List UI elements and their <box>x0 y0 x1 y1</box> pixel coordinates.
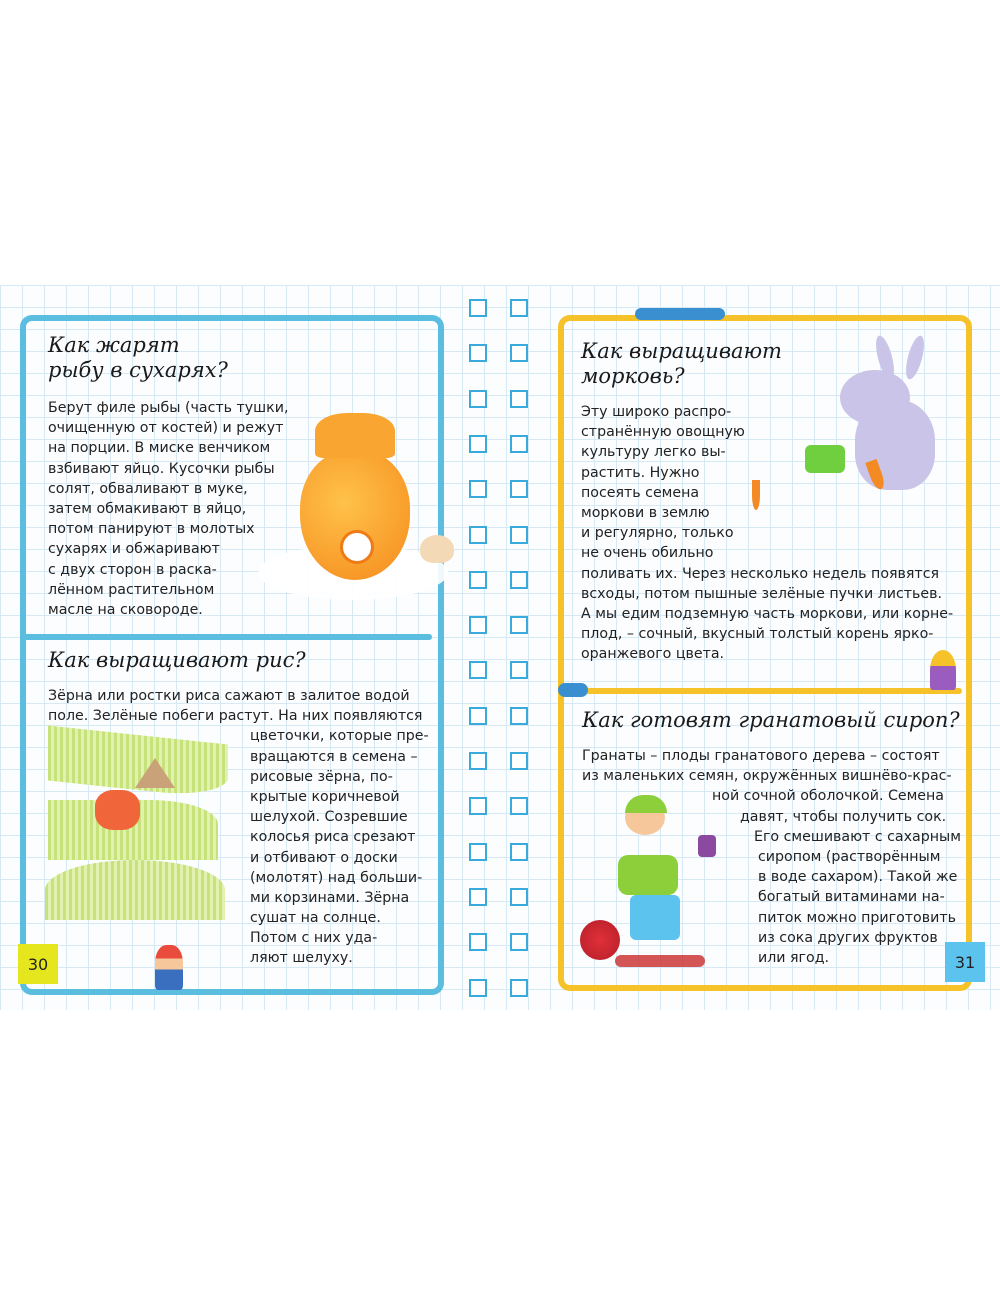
notebook-checkbox <box>510 707 528 725</box>
juice-can-icon <box>698 835 716 857</box>
text-line: на порции. В миске венчиком <box>48 440 271 457</box>
boy-shirt-illustration <box>618 855 678 895</box>
notebook-checkbox <box>469 571 487 589</box>
notebook-checkbox <box>510 480 528 498</box>
notebook-checkbox <box>510 526 528 544</box>
pencil-icon <box>635 308 725 320</box>
text-line: моркови в землю <box>581 504 710 521</box>
notebook-checkbox <box>469 843 487 861</box>
text-line: всходы, потом пышные зелёные пучки листьев. <box>581 585 943 602</box>
rice-farmer-girl-illustration <box>95 790 140 830</box>
fish-section-text <box>48 398 288 620</box>
title-line: Как жарят <box>48 333 180 357</box>
text-line: Зёрна или ростки риса сажают в залитое водой <box>48 688 410 704</box>
text-line: странённую овощную <box>581 424 745 441</box>
notebook-checkbox <box>469 797 487 815</box>
text-line: растить. Нужно <box>581 464 700 481</box>
left-section-divider <box>22 634 432 640</box>
bunny-head-illustration <box>840 370 910 425</box>
title-line: Как выращивают <box>581 339 782 363</box>
carrot-section-title <box>581 339 782 389</box>
text-line: не очень обильно <box>581 545 714 562</box>
text-line: А мы едим подземную часть моркови, или корне- <box>581 605 954 622</box>
text-line: оранжевого цвета. <box>581 646 725 663</box>
text-line: колосья риса срезают <box>250 829 416 846</box>
text-line: посеять семена <box>581 484 700 501</box>
notebook-checkbox <box>469 661 487 679</box>
text-line: лённом растительном <box>48 581 215 598</box>
pomegranates-illustration <box>580 920 620 960</box>
rice-section-title: Как выращивают рис? <box>48 648 306 672</box>
rice-field-illustration <box>45 860 225 920</box>
text-line: солят, обваливают в муке, <box>48 480 248 497</box>
paintbrush-icon <box>558 683 588 697</box>
notebook-checkbox <box>510 933 528 951</box>
notebook-checkbox <box>510 797 528 815</box>
text-line: и отбивают о доски <box>250 849 398 866</box>
carrot-icon <box>752 480 760 510</box>
notebook-checkbox <box>469 979 487 997</box>
notebook-checkbox <box>469 526 487 544</box>
notebook-checkbox <box>510 344 528 362</box>
text-line: рисовые зёрна, по- <box>250 768 393 785</box>
watering-can-icon <box>805 445 845 473</box>
eggshell-illustration <box>420 535 454 563</box>
notebook-checkbox <box>510 661 528 679</box>
notebook-checkbox <box>510 299 528 317</box>
text-line: сухарях и обжаривают <box>48 541 220 558</box>
notebook-checkbox <box>510 616 528 634</box>
page-number-31: 31 <box>945 942 985 982</box>
text-line: культуру легко вы- <box>581 444 726 461</box>
text-line: масле на сковороде. <box>48 601 203 618</box>
notebook-checkbox <box>510 752 528 770</box>
notebook-checkbox <box>469 752 487 770</box>
text-line: ми корзинами. Зёрна <box>250 889 410 906</box>
text-line: потом панируют в молотых <box>48 521 255 538</box>
notebook-checkbox <box>510 571 528 589</box>
notebook-checkbox <box>510 390 528 408</box>
fish-eye-illustration <box>340 530 374 564</box>
text-line: вращаются в семена – <box>250 748 418 765</box>
notebook-checkbox <box>469 933 487 951</box>
text-line: поливать их. Через несколько недель появятся <box>581 565 940 582</box>
text-line: ляют шелуху. <box>250 950 353 967</box>
text-line: богатый витаминами на- <box>758 889 945 906</box>
text-line: сушат на солнце. <box>250 910 381 927</box>
title-line: рыбу в сухарях? <box>48 358 228 382</box>
text-line: с двух сторон в раска- <box>48 561 217 578</box>
text-line: из маленьких семян, окружённых вишнёво-крас- <box>582 768 952 785</box>
notebook-checkbox <box>510 435 528 453</box>
text-line: Берут филе рыбы (часть тушки, <box>48 400 289 416</box>
notebook-checkbox <box>469 888 487 906</box>
right-section-divider <box>562 688 962 694</box>
notebook-checkbox <box>469 435 487 453</box>
text-line: цветочки, которые пре- <box>250 728 429 745</box>
notebook-checkbox <box>469 390 487 408</box>
text-line: поле. Зелёные побеги растут. На них появляются <box>48 708 423 725</box>
notebook-checkbox <box>469 344 487 362</box>
notebook-checkbox <box>469 299 487 317</box>
text-line: шелухой. Созревшие <box>250 809 408 826</box>
girl-with-board-illustration <box>930 650 956 690</box>
juice-splash-illustration <box>615 955 705 967</box>
text-line: давят, чтобы получить сок. <box>740 808 947 825</box>
page-number-30: 30 <box>18 944 58 984</box>
text-line: и регулярно, только <box>581 525 734 542</box>
notebook-checkbox <box>510 888 528 906</box>
boy-mechanic-illustration <box>155 945 183 990</box>
fish-section-title <box>48 333 228 383</box>
text-line: в воде сахаром). Такой же <box>758 869 958 886</box>
text-line: Эту широко распро- <box>581 404 732 420</box>
text-line: взбивают яйцо. Кусочки рыбы <box>48 460 275 477</box>
text-line: или ягод. <box>758 949 830 966</box>
text-line: Потом с них уда- <box>250 930 378 947</box>
text-line: Его смешивают с сахарным <box>754 828 961 845</box>
text-line: ной сочной оболочкой. Семена <box>712 788 945 805</box>
text-line: (молотят) над больши- <box>250 869 423 886</box>
notebook-checkbox <box>510 979 528 997</box>
title-line: морковь? <box>581 364 685 388</box>
text-line: питок можно приготовить <box>758 909 956 926</box>
text-line: затем обмакивают в яйцо, <box>48 500 247 517</box>
notebook-checkbox <box>469 707 487 725</box>
boy-trousers-illustration <box>630 895 680 940</box>
pomegranate-section-title: Как готовят гранатовый сироп? <box>582 708 960 732</box>
text-line: плод, – сочный, вкусный толстый корень ярко- <box>581 626 934 643</box>
notebook-checkbox <box>469 616 487 634</box>
text-line: Гранаты – плоды гранатового дерева – состоят <box>582 748 940 764</box>
text-line: крытые коричневой <box>250 788 400 805</box>
text-line: из сока других фруктов <box>758 929 938 946</box>
notebook-checkbox <box>510 843 528 861</box>
notebook-checkbox <box>469 480 487 498</box>
text-line: сиропом (растворённым <box>758 848 941 865</box>
text-line: очищенную от костей) и режут <box>48 420 284 437</box>
fish-tail-illustration <box>315 413 395 458</box>
